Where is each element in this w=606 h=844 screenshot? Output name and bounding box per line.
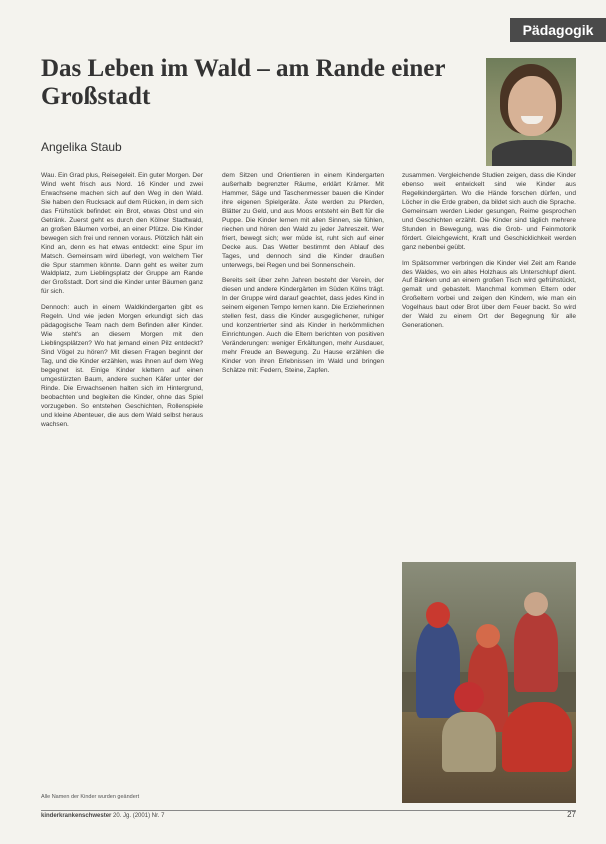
child-hat bbox=[454, 682, 484, 712]
publication-name: kinderkrankenschwester bbox=[41, 813, 112, 819]
child-figure bbox=[416, 622, 460, 718]
paragraph: Im Spätsommer verbringen die Kinder viel Zeit am Rande des Waldes, wo ein altes Holzhaus als Unterschlupf dient. Auf Bänken und an einem großen Tisch wird gefrühstückt, gemalt und gebastelt. Manchmal kommen Eltern oder Großeltern vorbei und zeigen den Kindern, wie man ein Vogelhaus baut oder Brot über dem Feuer backt. So wird der Wald zu einem Ort der Begegnung für alle Generationen. bbox=[402, 259, 576, 330]
paragraph: Dennoch: auch in einem Waldkindergarten gibt es Regeln. Und wie jeden Morgen erkundigt sich das pädagogische Team nach dem Befinden aller Kinder. Wie steht's an diesem Morgen mit den Lieblingsplätzen? Wo hat jemand einen Pilz entdeckt? Sind Vögel zu hören? Mit diesen Fragen beginnt der Tag, und die Kinder erzählen, was ihnen auf dem Weg begegnet ist. Einige Kinder klettern auf einen umgestürzten Baum, andere suchen Käfer unter der Rinde. Die Erwachsenen halten sich im Hintergrund, beobachten und begleiten die Kinder, ohne das Spiel vorzugeben. So entstehen Geschichten, Rollenspiele und kleine Abenteuer, die aus dem Wald selbst heraus wachsen. bbox=[41, 304, 203, 428]
paragraph: dem Sitzen und Orientieren in einem Kindergarten außerhalb begrenzter Räume, erklärt Krämer. Mit Hammer, Säge und Taschenmesser bauen die Kinder ihre eigenen Spielgeräte. Äste werden zu Pferden, Blätter zu Geld, und aus Moos entsteht ein Bett für die Puppe. Die Kinder lernen mit allen Sinnen, sie fühlen, riechen und hören den Wald zu jeder Jahreszeit. Wer friert, bewegt sich; wer müde ist, ruht sich auf einer Decke aus. Das Wetter bestimmt den Ablauf des Tages, und dennoch sind die Kinder draußen unterwegs, bei Regen und bei Sonnenschein. bbox=[222, 172, 384, 269]
paragraph: Bereits seit über zehn Jahren besteht der Verein, der diesen und andere Kindergärten im Süden Kölns trägt. In der Gruppe wird darauf geachtet, dass jedes Kind in seinem eigenen Tempo lernen kann. Die Erzieherinnen stellen fest, dass die Kinder ausgeglichener, ruhiger und konzentrierter sind als Kinder in herkömmlichen Einrichtungen. Auch die Eltern berichten von positiven Veränderungen: weniger Erkältungen, mehr Ausdauer, mehr Freude an Bewegung. Zu Hause erzählen die Kinder von ihren Erlebnissen im Wald und bringen Schätze mit: Federn, Steine, Zapfen. bbox=[222, 277, 384, 375]
footnote: Alle Namen der Kinder wurden geändert bbox=[41, 794, 140, 800]
child-hat bbox=[426, 602, 450, 628]
issue-info: 20. Jg. (2001) Nr. 7 bbox=[113, 813, 165, 819]
page-number: 27 bbox=[567, 810, 576, 819]
child-head bbox=[476, 624, 500, 648]
article-title: Das Leben im Wald – am Rande einer Großstadt bbox=[41, 55, 445, 110]
section-tab: Pädagogik bbox=[510, 18, 606, 42]
paragraph: Wau. Ein Grad plus, Reisegeleit. Ein guter Morgen. Der Wind weht frisch aus Nord. 16 Kinder und zwei Erwachsene machen sich auf den Weg in den Wald. Sie haben den Rucksack auf dem Rücken, in dem sich das Frühstück befindet: ein Brot, etwas Obst und ein Getränk. Zuerst geht es durch den Kölner Stadtwald, an großen Bäumen vorbei, an einer Pfütze. Die Kinder bewegen sich frei und rennen voraus. Plötzlich hält ein Kind an, denn es hat etwas entdeckt: eine Spur im Matsch. Gemeinsam wird überlegt, von welchem Tier die Spur stammen könnte. Dann geht es weiter zum Waldplatz, zum Lieblingsplatz der Gruppe am Rande der Großstadt. Dort sind die Kinder unter Bäumen ganz für sich. bbox=[41, 172, 203, 296]
author-portrait bbox=[486, 58, 576, 166]
text-column-3 bbox=[402, 172, 576, 338]
footer-publication bbox=[41, 813, 164, 819]
child-figure bbox=[514, 612, 558, 692]
portrait-face bbox=[508, 76, 556, 136]
child-figure bbox=[442, 712, 496, 772]
child-figure bbox=[502, 702, 572, 772]
author-name: Angelika Staub bbox=[41, 140, 122, 154]
text-column-2 bbox=[222, 172, 384, 383]
paragraph: zusammen. Vergleichende Studien zeigen, dass die Kinder ebenso weit entwickelt sind wie Kinder aus Regelkindergärten. Wo die Hände forschen dürfen, und Löcher in die Erde graben, da bildet sich auch die Sprache. Gemeinsam werden Lieder gesungen, Reime gesprochen und Geschichten erzählt. Die Kinder sind täglich mehrere Stunden in Bewegung, was die Grob- und Feinmotorik fördert. Gleichgewicht, Kraft und Geschicklichkeit werden ganz nebenbei geübt. bbox=[402, 172, 576, 251]
footer-divider bbox=[41, 810, 576, 811]
children-in-forest-photo bbox=[402, 562, 576, 803]
child-head bbox=[524, 592, 548, 616]
text-column-1 bbox=[41, 172, 203, 437]
portrait-shirt bbox=[492, 140, 572, 166]
